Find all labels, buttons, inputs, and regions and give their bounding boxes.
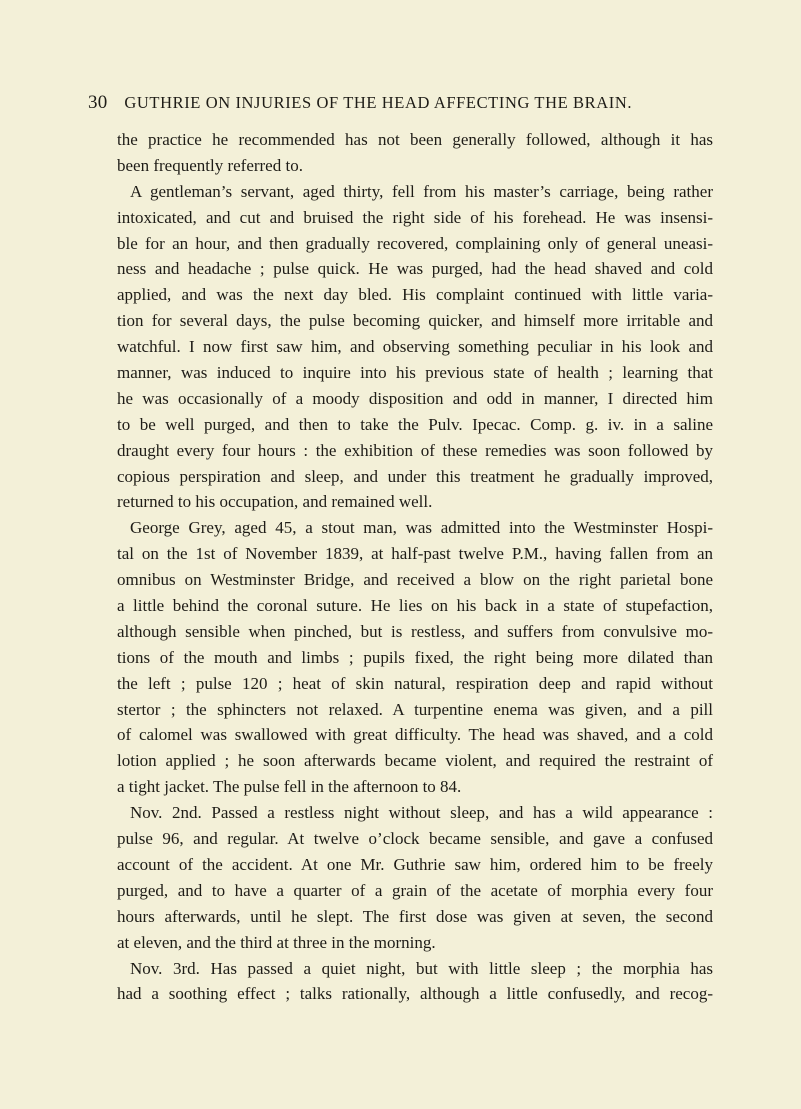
text-line: George Grey, aged 45, a stout man, was admitted into the Westminster Hospi- [130, 518, 713, 538]
text-line: tion for several days, the pulse becoming quicker, and himself more irritable and [117, 311, 713, 331]
text-line: applied, and was the next day bled. His complaint continued with little varia- [117, 285, 713, 305]
text-line: manner, was induced to inquire into his previous state of health ; learning that [117, 363, 713, 383]
text-line: lotion applied ; he soon afterwards became violent, and required the restraint of [117, 751, 713, 771]
text-line: pulse 96, and regular. At twelve o’clock became sensible, and gave a confused [117, 829, 713, 849]
text-line: A gentleman’s servant, aged thirty, fell from his master’s carriage, being rather [130, 181, 713, 201]
text-line: to be well purged, and then to take the Pulv. Ipecac. Comp. g. iv. in a saline [117, 414, 713, 434]
text-line: the practice he recommended has not been generally followed, although it has [117, 130, 713, 149]
text-line: ness and headache ; pulse quick. He was purged, had the head shaved and cold [117, 259, 713, 279]
text-line: copious perspiration and sleep, and under this treatment he gradually improved, [117, 466, 713, 486]
text-line: stertor ; the sphincters not relaxed. A turpentine enema was given, and a pill [117, 699, 713, 719]
text-line: a little behind the coronal suture. He lies on his back in a state of stupefaction, [117, 596, 713, 616]
text-line: returned to his occupation, and remained well. [117, 492, 433, 512]
text-line: tal on the 1st of November 1839, at half-past twelve P.M., having fallen from an [117, 544, 713, 564]
text-line: the left ; pulse 120 ; heat of skin natural, respiration deep and rapid without [117, 673, 713, 693]
text-line: purged, and to have a quarter of a grain of the acetate of morphia every four [117, 880, 713, 900]
text-line: omnibus on Westminster Bridge, and received a blow on the right parietal bone [117, 570, 713, 590]
text-line: hours afterwards, until he slept. The first dose was given at seven, the second [117, 906, 713, 926]
text-line: been frequently referred to. [117, 155, 303, 175]
text-line: although sensible when pinched, but is restless, and suffers from convulsive mo- [117, 621, 713, 641]
text-line: draught every four hours : the exhibition of these remedies was soon followed by [117, 440, 713, 460]
page-number: 30 [88, 92, 108, 113]
body-text [117, 127, 713, 1007]
text-line: he was occasionally of a moody disposition and odd in manner, I directed him [117, 388, 713, 408]
text-line: account of the accident. At one Mr. Guthrie saw him, ordered him to be freely [117, 854, 713, 874]
running-head-title: GUTHRIE ON INJURIES OF THE HEAD AFFECTING THE BRAIN. [124, 93, 633, 112]
text-line: a tight jacket. The pulse fell in the afternoon to 84. [117, 777, 462, 797]
text-line: Nov. 3rd. Has passed a quiet night, but with little sleep ; the morphia has [130, 958, 713, 978]
running-head [88, 92, 728, 114]
text-line: of calomel was swallowed with great difficulty. The head was shaved, and a cold [117, 725, 713, 745]
text-line: watchful. I now first saw him, and observing something peculiar in his look and [117, 337, 713, 357]
text-line: had a soothing effect ; talks rationally, although a little confusedly, and recog- [117, 984, 713, 1004]
text-line: tions of the mouth and limbs ; pupils fixed, the right being more dilated than [117, 647, 713, 667]
text-line: at eleven, and the third at three in the morning. [117, 932, 436, 952]
text-line: ble for an hour, and then gradually recovered, complaining only of general uneasi- [117, 233, 713, 253]
text-line: intoxicated, and cut and bruised the right side of his forehead. He was insensi- [117, 207, 713, 227]
text-line: Nov. 2nd. Passed a restless night without sleep, and has a wild appearance : [130, 803, 713, 823]
